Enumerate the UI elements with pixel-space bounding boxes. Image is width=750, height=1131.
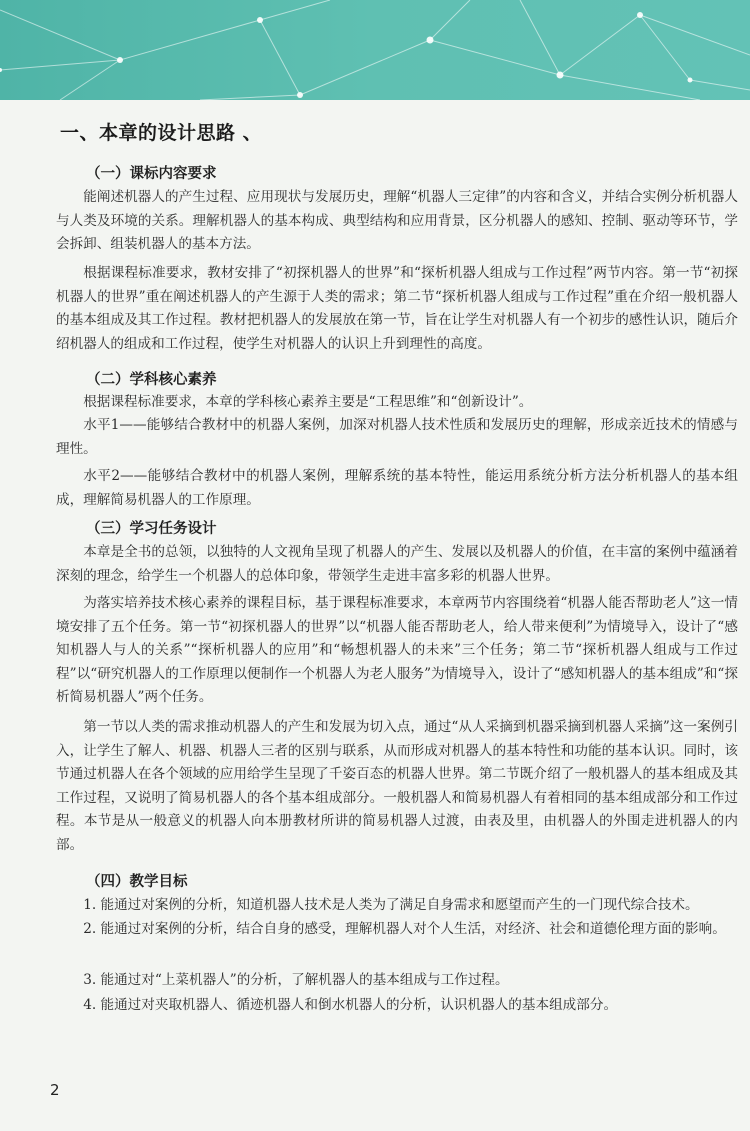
goal-item: 3. 能通过对“上菜机器人”的分析，了解机器人的基本组成与工作过程。	[83, 972, 509, 988]
section-title-core-literacy: （二）学科核心素养	[86, 372, 217, 388]
paragraph: 根据课程标准要求，本章的学科核心素养主要是“工程思维”和“创新设计”。	[83, 394, 533, 410]
section-title-curriculum: （一）课标内容要求	[86, 166, 217, 182]
paragraph: 第一节以人类的需求推动机器人的产生和发展为切入点，通过“从人采摘到机器采摘到机器人采摘”这一案例引入，让学生了解人、机器、机器人三者的区别与联系，从而形成对机器人的基本特性和功能的基本认识。同时，该节通过机器人在各个领域的应用给学生呈现了千姿百态的机器人世界。第二节既介绍了一般机器人的基本组成及其工作过程，又说明了简易机器人的各个基本组成部分。一般机器人和简易机器人有着相同的基本组成部分和工作过程。本节是从一般意义的机器人向本册教材所讲的简易机器人过渡，由表及里，由机器人的外围走进机器人的内部。	[56, 719, 738, 853]
goal-item: 2. 能通过对案例的分析，结合自身的感受，理解机器人对个人生活，对经济、社会和道德伦理方面的影响。	[83, 921, 726, 937]
page-number: 2	[50, 1081, 60, 1099]
section-title-teaching-goals: （四）教学目标	[86, 874, 188, 890]
paragraph: 根据课程标准要求，教材安排了“初探机器人的世界”和“探析机器人组成与工作过程”两节内容。第一节“初探机器人的世界”重在阐述机器人的产生源于人类的需求；第二节“探析机器人组成与工作过程”重在介绍一般机器人的基本组成及其工作过程。教材把机器人的发展放在第一节，旨在让学生对机器人有一个初步的感性认识，随后介绍机器人的组成和工作过程，使学生对机器人的认识上升到理性的高度。	[56, 265, 738, 352]
goal-item: 1. 能通过对案例的分析，知道机器人技术是人类为了满足自身需求和愿望而产生的一门现代综合技术。	[83, 897, 699, 913]
goal-item: 4. 能通过对夹取机器人、循迹机器人和倒水机器人的分析，认识机器人的基本组成部分。	[83, 997, 618, 1013]
paragraph: 本章是全书的总领，以独特的人文视角呈现了机器人的产生、发展以及机器人的价值，在丰富的案例中蕴涵着深刻的理念，给学生一个机器人的总体印象，带领学生走进丰富多彩的机器人世界。	[56, 544, 738, 584]
section-title-task-design: （三）学习任务设计	[86, 521, 217, 537]
chapter-heading: 一、本章的设计思路 、	[60, 122, 263, 144]
paragraph: 水平1——能够结合教材中的机器人案例，加深对机器人技术性质和发展历史的理解，形成亲近技术的情感与理性。	[56, 417, 738, 457]
paragraph: 水平2——能够结合教材中的机器人案例，理解系统的基本特性，能运用系统分析方法分析机器人的基本组成，理解简易机器人的工作原理。	[56, 468, 738, 508]
paragraph: 能阐述机器人的产生过程、应用现状与发展历史，理解“机器人三定律”的内容和含义，并结合实例分析机器人与人类及环境的关系。理解机器人的基本构成、典型结构和应用背景，区分机器人的感知、控制、驱动等环节，学会拆卸、组装机器人的基本方法。	[56, 189, 738, 253]
paragraph: 为落实培养技术核心素养的课程目标，基于课程标准要求，本章两节内容围绕着“机器人能否帮助老人”这一情境安排了五个任务。第一节“初探机器人的世界”以“机器人能否帮助老人，给人带来便利”为情境导入，设计了“感知机器人与人的关系”“探析机器人的应用”和“畅想机器人的未来”三个任务；第二节“探析机器人组成与工作过程”以“研究机器人的工作原理以便制作一个机器人为老人服务”为情境导入，设计了“感知机器人的基本组成”和“探析简易机器人”两个任务。	[56, 595, 738, 706]
